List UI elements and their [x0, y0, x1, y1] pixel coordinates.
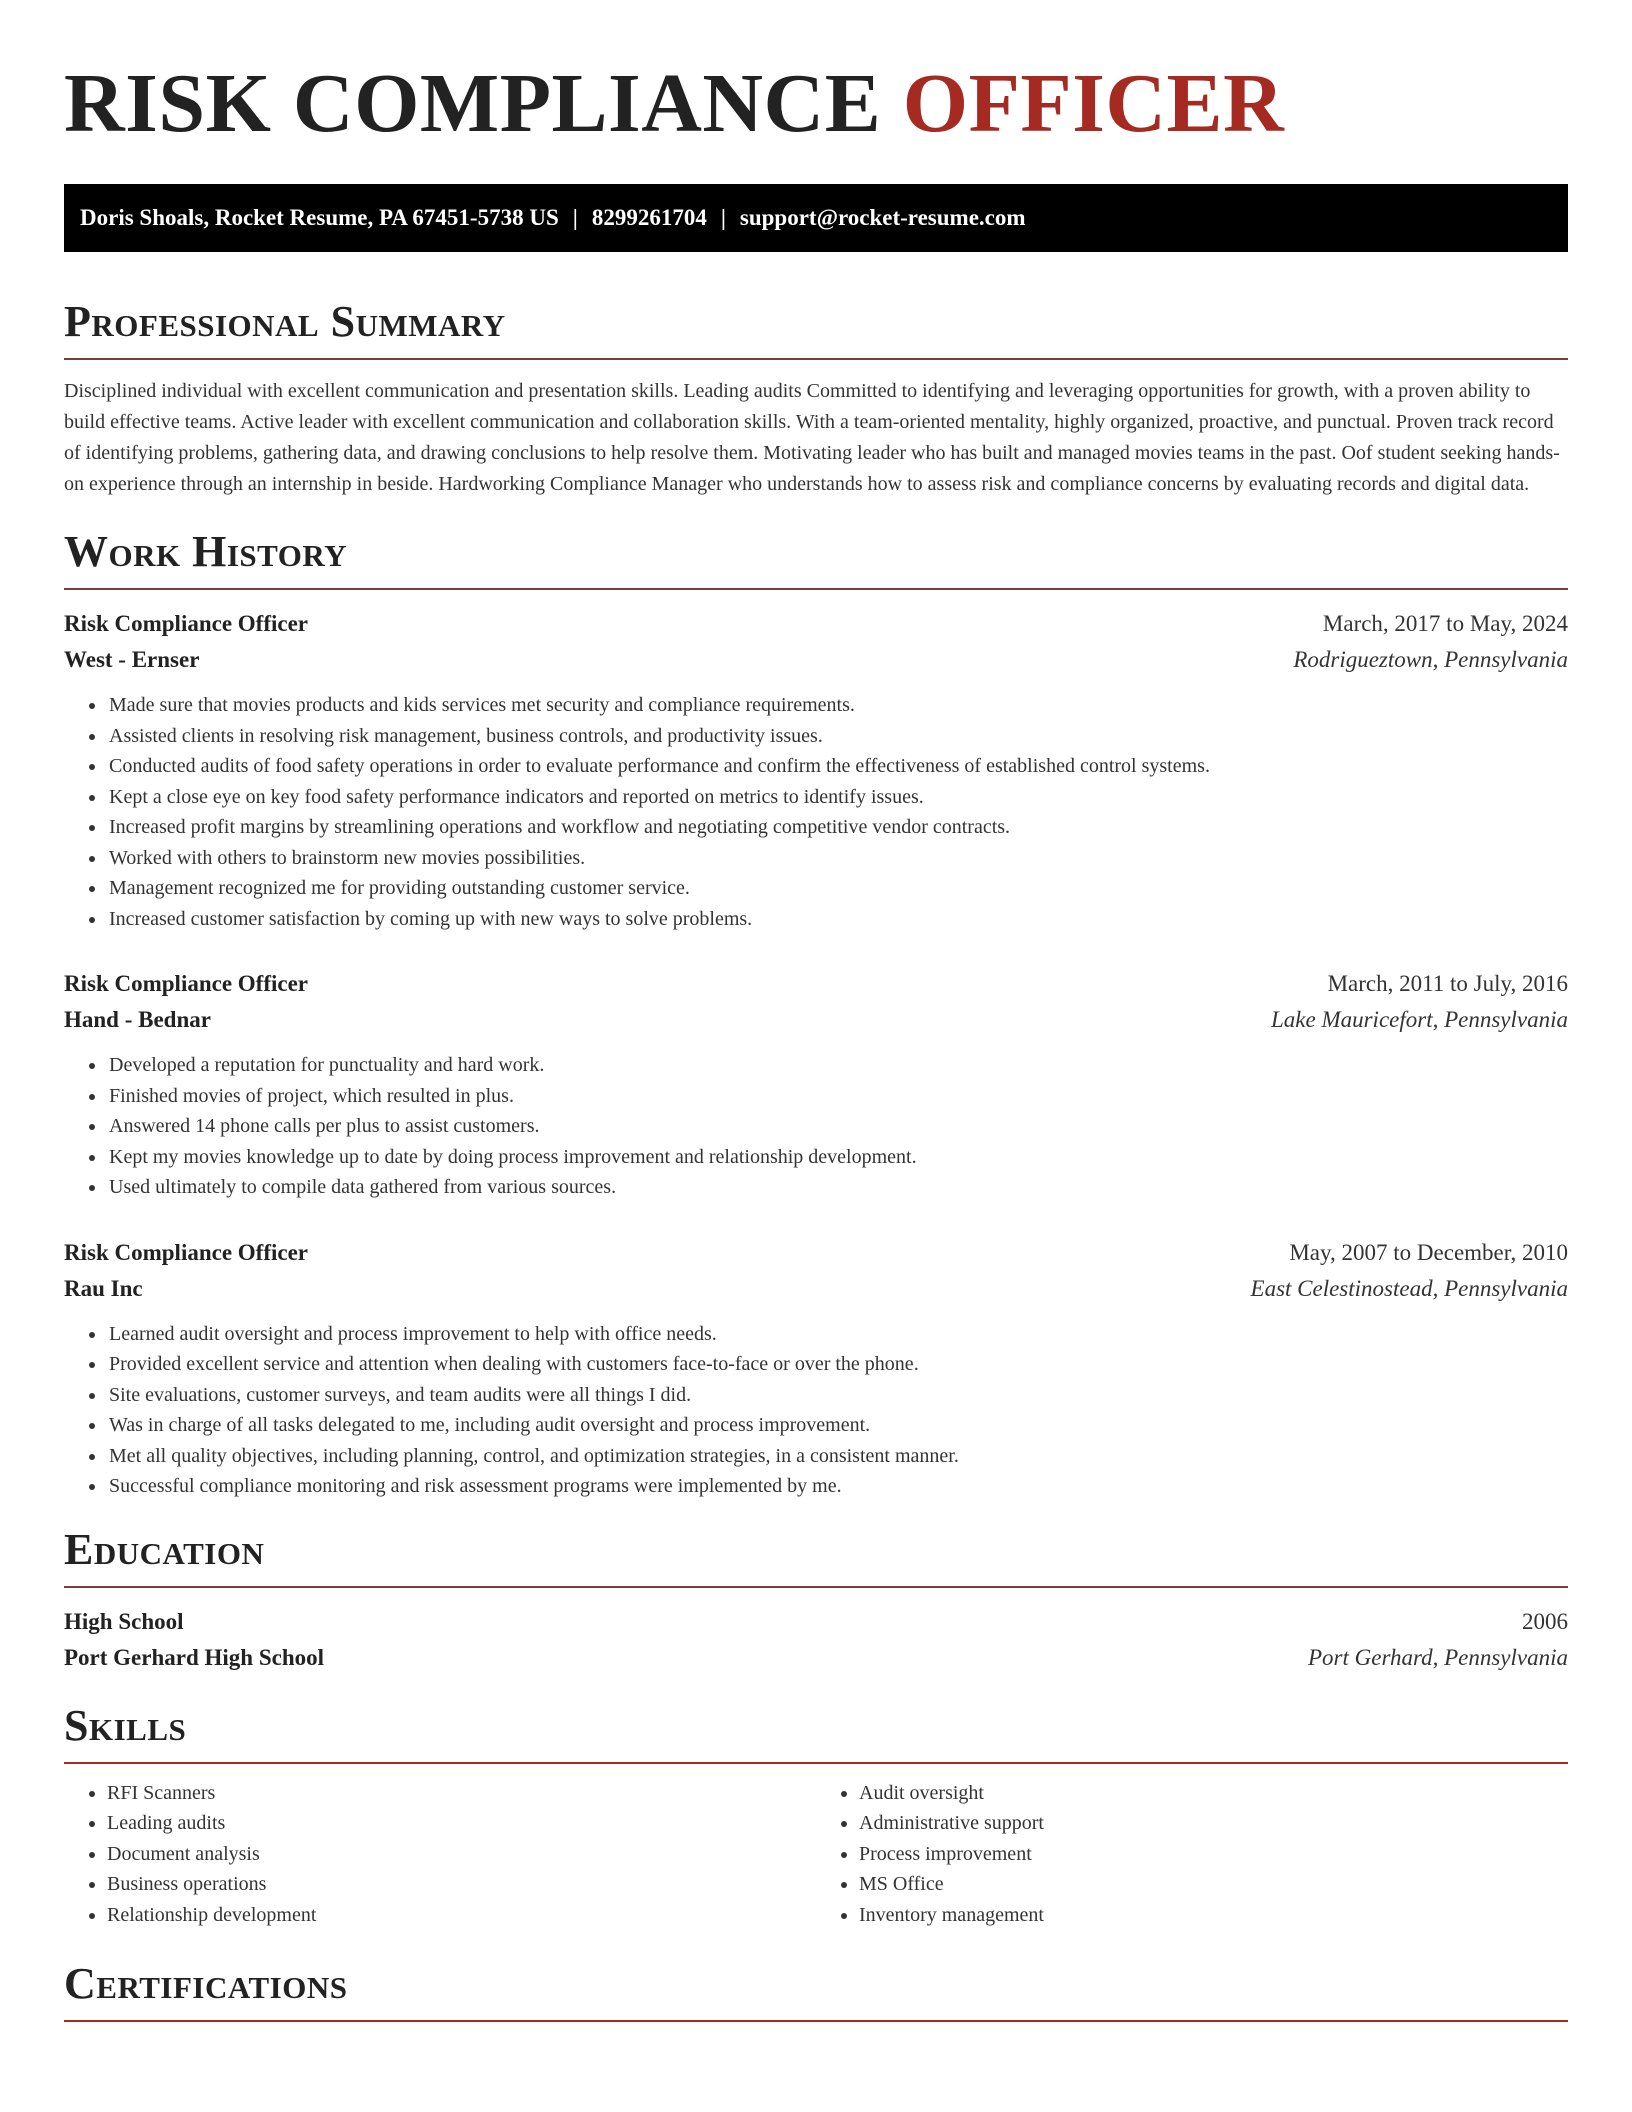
job-company-row	[64, 1002, 1568, 1038]
job-company: West - Ernser	[64, 647, 200, 672]
education-heading: Education	[64, 1524, 265, 1574]
certifications-section	[64, 1958, 1568, 2022]
skills-section	[64, 1700, 1568, 1931]
job-entry	[64, 1235, 1568, 1502]
skill-item: • Inventory management	[859, 1900, 1568, 1931]
skill-item: • RFI Scanners	[107, 1778, 816, 1809]
skill-item: • Relationship development	[107, 1900, 816, 1931]
job-company-row	[64, 1271, 1568, 1307]
education-school: Port Gerhard High School	[64, 1644, 325, 1670]
education-location: Port Gerhard, Pennsylvania	[1308, 1644, 1568, 1670]
job-duty: • Answered 14 phone calls per plus to assist customers.	[107, 1111, 1568, 1142]
job-duties-list	[64, 1319, 1568, 1502]
job-duty: • Developed a reputation for punctuality and hard work.	[107, 1050, 1568, 1081]
job-entry	[64, 966, 1568, 1203]
contact-bar	[64, 184, 1568, 252]
skill-item: • Administrative support	[859, 1808, 1568, 1839]
job-duties-list	[64, 690, 1568, 934]
job-title-row	[64, 606, 1568, 642]
job-duty: • Site evaluations, customer surveys, and team audits were all things I did.	[107, 1380, 1568, 1411]
job-duty: • Conducted audits of food safety operations in order to evaluate performance and confirm the effectiveness of established control systems.	[107, 751, 1568, 782]
job-duty: • Assisted clients in resolving risk management, business controls, and productivity issues.	[107, 721, 1568, 752]
skills-list-left	[64, 1778, 816, 1931]
contact-address: Doris Shoals, Rocket Resume, PA 67451-5738 US	[80, 205, 559, 230]
resume-title	[64, 56, 1568, 152]
summary-text: Disciplined individual with excellent communication and presentation skills. Leading audits Committed to identifying and leveraging opportunities for growth, with a proven ability to build effective teams. Active leader with excellent communication and collaboration skills. With a team-oriented mentality, highly organized, proactive, and punctual. Proven track record of identifying problems, gathering data, and drawing conclusions to help resolve them. Motivating leader who has built and managed movies teams in the past. Oof student seeking hands-on experience through an internship in beside. Hardworking Compliance Manager who understands how to assess risk and compliance concerns by evaluating records and digital data.	[64, 380, 1560, 495]
education-degree-row	[64, 1604, 1568, 1640]
job-duty: • Used ultimately to compile data gathered from various sources.	[107, 1172, 1568, 1203]
work-history-section	[64, 526, 1568, 1502]
job-duty: • Learned audit oversight and process improvement to help with office needs.	[107, 1319, 1568, 1350]
section-divider	[64, 1762, 1568, 1764]
title-main: RISK COMPLIANCE	[64, 57, 882, 150]
skills-grid	[64, 1778, 1568, 1931]
job-title-row	[64, 1235, 1568, 1271]
certifications-heading: Certifications	[64, 1959, 348, 2008]
section-divider	[64, 588, 1568, 590]
education-school-row	[64, 1640, 1568, 1676]
job-duty: • Was in charge of all tasks delegated to me, including audit oversight and process improvement.	[107, 1410, 1568, 1441]
section-divider	[64, 2020, 1568, 2022]
job-duty: • Made sure that movies products and kids services met security and compliance requirements.	[107, 690, 1568, 721]
job-duty: • Worked with others to brainstorm new movies possibilities.	[107, 843, 1568, 874]
skill-item: • Document analysis	[107, 1839, 816, 1870]
contact-separator: |	[720, 205, 726, 230]
job-duty: • Increased profit margins by streamlining operations and workflow and negotiating competitive vendor contracts.	[107, 812, 1568, 843]
work-history-heading: Work History	[64, 527, 348, 576]
job-entry	[64, 606, 1568, 934]
job-dates: May, 2007 to December, 2010	[1289, 1239, 1568, 1265]
skill-item: • Business operations	[107, 1869, 816, 1900]
contact-separator: |	[572, 205, 578, 230]
contact-phone[interactable]: 8299261704	[591, 205, 707, 230]
job-location: Lake Mauricefort, Pennsylvania	[1270, 1007, 1568, 1032]
contact-email[interactable]: support@rocket-resume.com	[739, 205, 1026, 230]
job-duty: • Increased customer satisfaction by coming up with new ways to solve problems.	[107, 904, 1568, 935]
job-dates: March, 2017 to May, 2024	[1322, 611, 1568, 636]
job-location: Rodrigueztown, Pennsylvania	[1293, 647, 1568, 672]
education-degree: High School	[64, 1608, 184, 1634]
job-title: Risk Compliance Officer	[64, 971, 309, 996]
section-divider	[64, 358, 1568, 360]
job-location: East Celestinostead, Pennsylvania	[1250, 1275, 1568, 1301]
skill-item: • Process improvement	[859, 1839, 1568, 1870]
job-duties-list	[64, 1050, 1568, 1203]
education-section	[64, 1524, 1568, 1676]
job-company: Hand - Bednar	[64, 1007, 211, 1032]
job-duty: • Met all quality objectives, including planning, control, and optimization strategies, in a consistent manner.	[107, 1441, 1568, 1472]
summary-section	[64, 296, 1568, 500]
job-title: Risk Compliance Officer	[64, 611, 309, 636]
job-company: Rau Inc	[64, 1275, 143, 1301]
job-dates: March, 2011 to July, 2016	[1327, 971, 1568, 996]
job-duty: • Management recognized me for providing outstanding customer service.	[107, 873, 1568, 904]
job-duty: • Successful compliance monitoring and risk assessment programs were implemented by me.	[107, 1471, 1568, 1502]
summary-heading: Professional Summary	[64, 297, 506, 346]
job-title-row	[64, 966, 1568, 1002]
job-duty: • Finished movies of project, which resulted in plus.	[107, 1081, 1568, 1112]
job-duty: • Kept my movies knowledge up to date by doing process improvement and relationship development.	[107, 1142, 1568, 1173]
skill-item: • MS Office	[859, 1869, 1568, 1900]
section-divider	[64, 1586, 1568, 1588]
job-duty: • Kept a close eye on key food safety performance indicators and reported on metrics to identify issues.	[107, 782, 1568, 813]
skill-item: • Leading audits	[107, 1808, 816, 1839]
job-duty: • Provided excellent service and attention when dealing with customers face-to-face or over the phone.	[107, 1349, 1568, 1380]
job-company-row	[64, 642, 1568, 678]
skills-heading: Skills	[64, 1700, 187, 1750]
job-title: Risk Compliance Officer	[64, 1239, 309, 1265]
title-accent: OFFICER	[902, 57, 1285, 150]
education-year: 2006	[1522, 1608, 1568, 1634]
skills-list-right	[816, 1778, 1568, 1931]
skill-item: • Audit oversight	[859, 1778, 1568, 1809]
